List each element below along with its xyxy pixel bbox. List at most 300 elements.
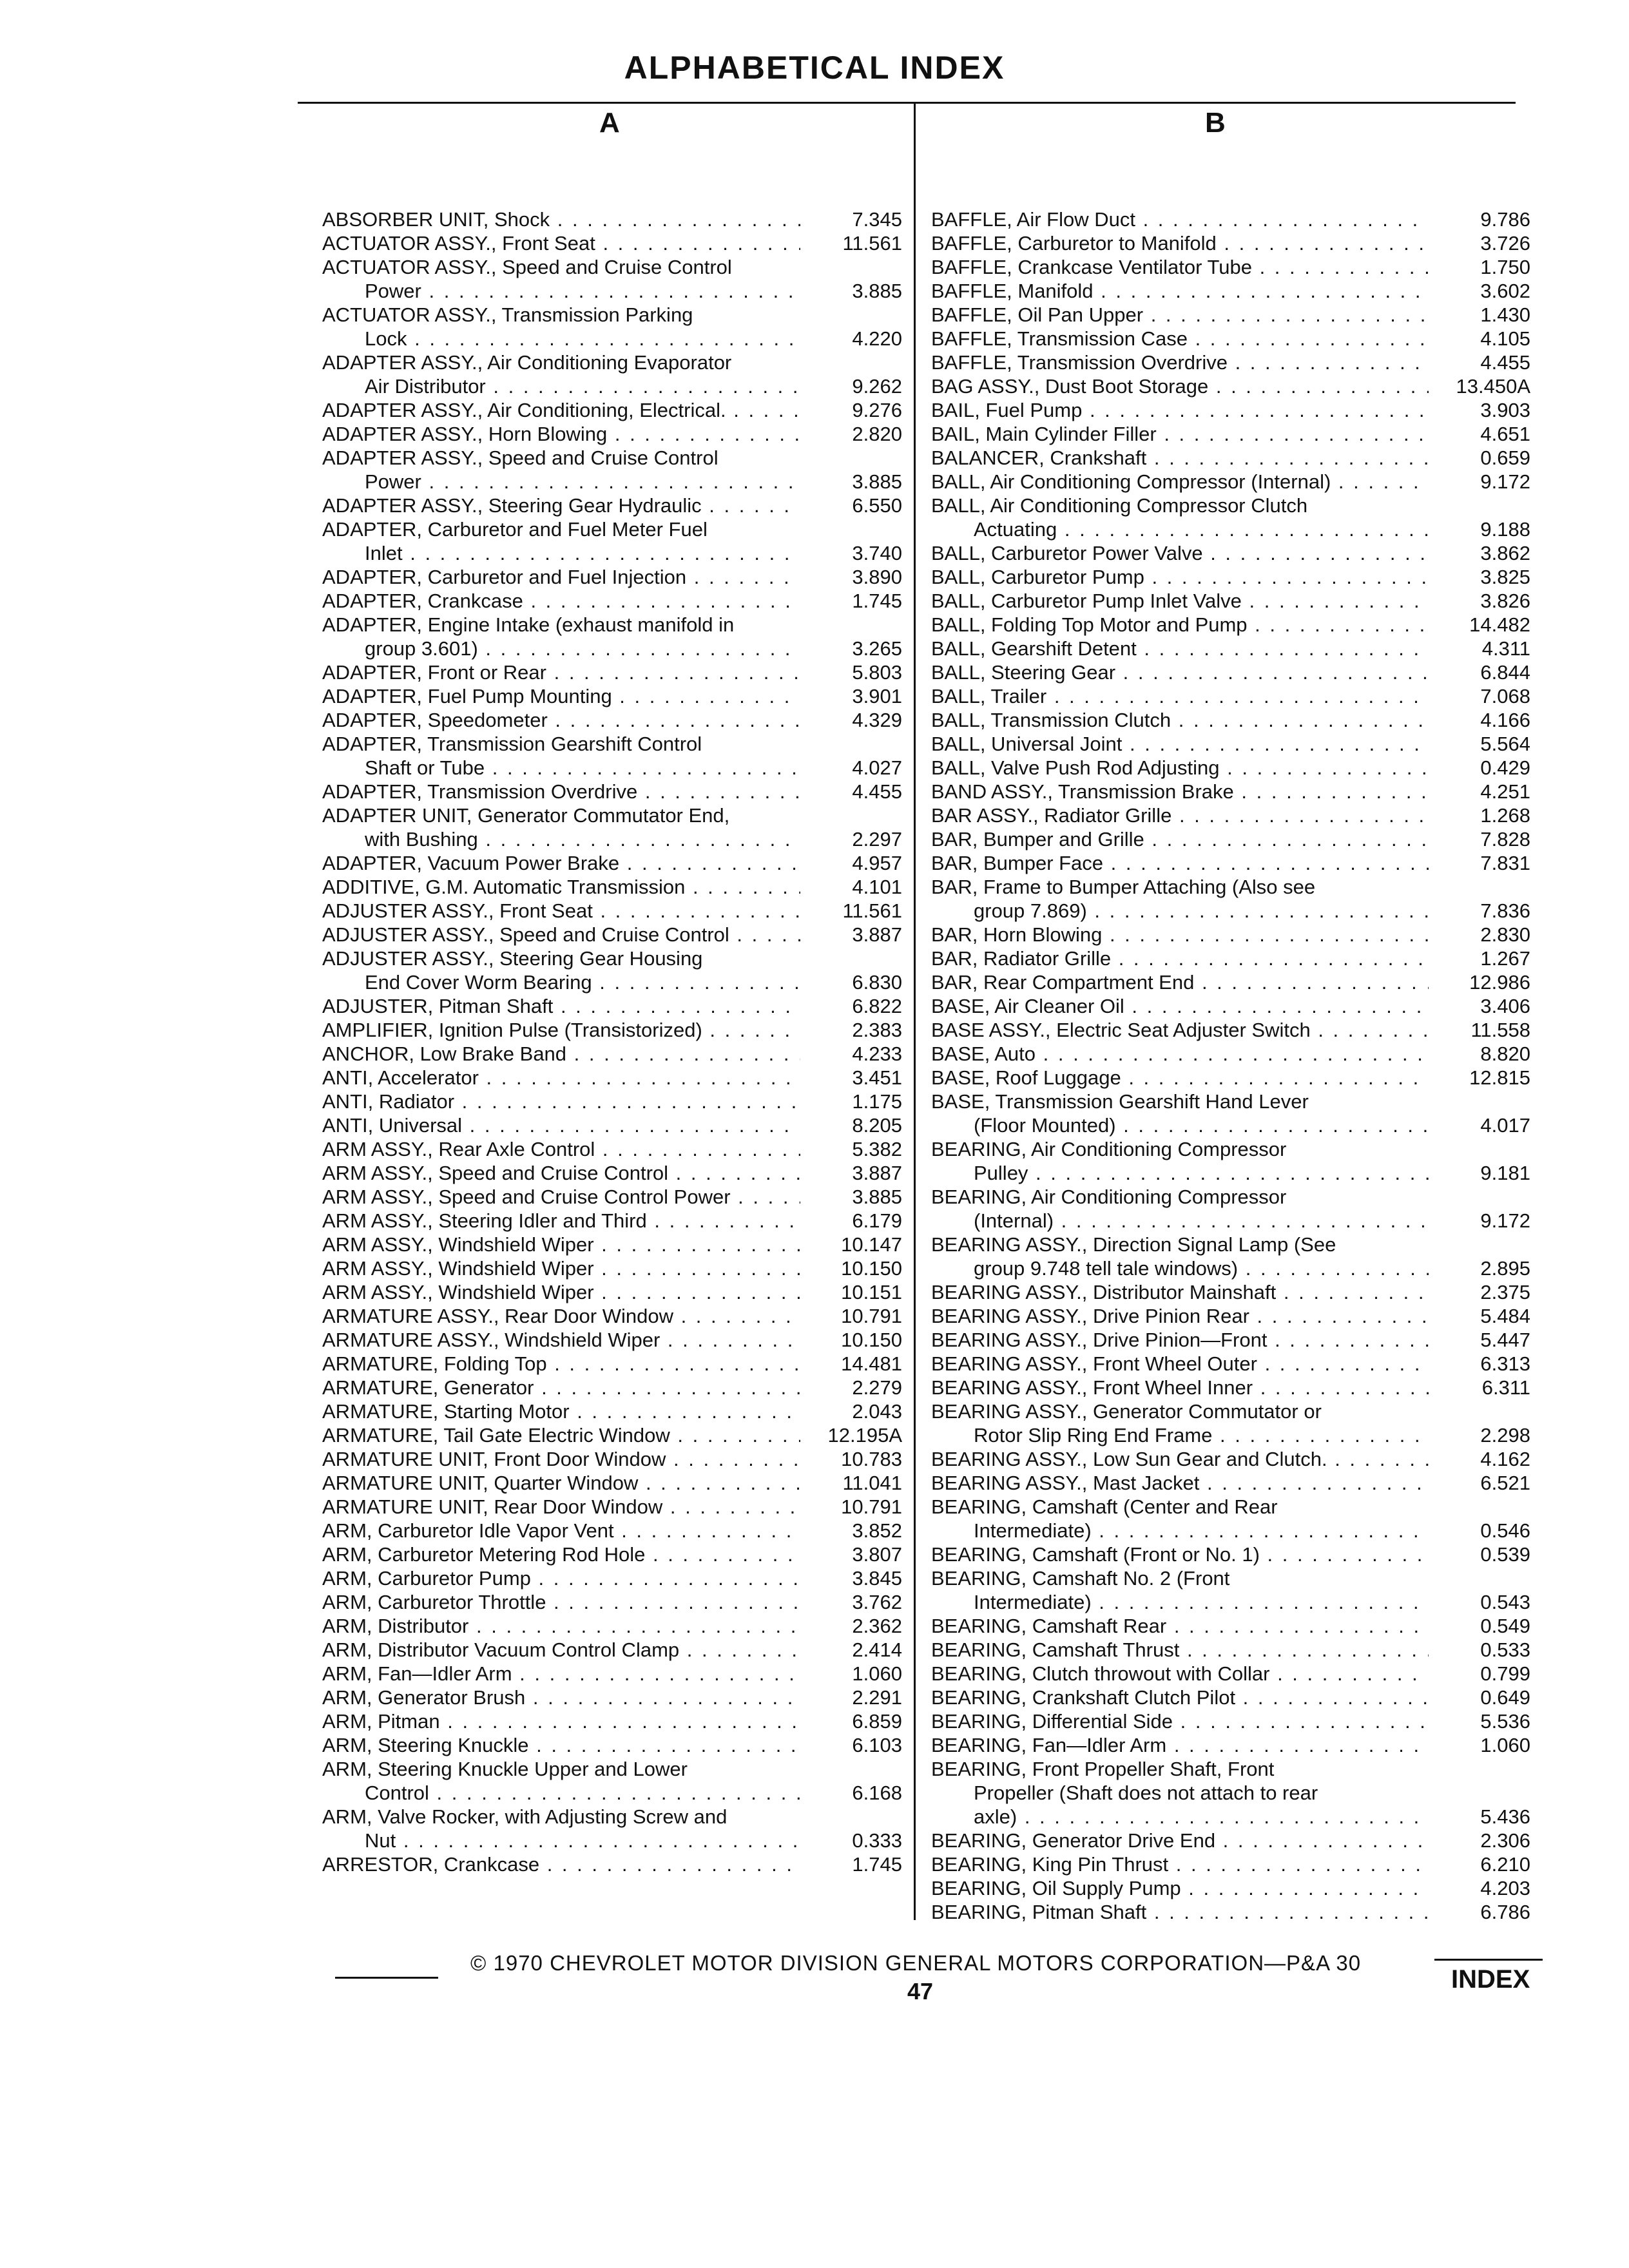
index-entry-page: 0.333 bbox=[852, 1829, 902, 1852]
index-entry-page: 0.659 bbox=[1480, 447, 1530, 469]
index-entry-page: 9.786 bbox=[1480, 208, 1530, 231]
index-entry bbox=[322, 589, 902, 613]
index-entry-text: ADAPTER, Transmission Overdrive . . . bbox=[322, 780, 800, 803]
index-entry bbox=[931, 994, 1530, 1018]
index-entry-heading: ARM, Steering Knuckle Upper and Lower bbox=[322, 1758, 688, 1780]
index-entry-text: BAIL, Main Cylinder Filler . . . bbox=[931, 422, 1429, 446]
index-entry-page: 5.382 bbox=[852, 1138, 902, 1160]
index-entry-page: 2.414 bbox=[852, 1639, 902, 1661]
index-entry bbox=[931, 565, 1530, 589]
index-entry bbox=[322, 1757, 902, 1805]
index-entry bbox=[322, 446, 902, 494]
index-entry-page: 4.101 bbox=[852, 876, 902, 898]
index-entry bbox=[322, 517, 902, 565]
index-entry-page: 3.885 bbox=[852, 1186, 902, 1208]
index-entry-text: ARM, Carburetor Throttle . . . bbox=[322, 1590, 800, 1614]
index-entry-text: BEARING, King Pin Thrust . . . bbox=[931, 1852, 1429, 1876]
index-entry-text: BALL, Transmission Clutch . . . bbox=[931, 708, 1429, 732]
index-entry bbox=[931, 1042, 1530, 1066]
index-entry-text: ARM, Pitman . . . bbox=[322, 1709, 800, 1733]
index-entry-heading: BALL, Air Conditioning Compressor Clutch bbox=[931, 494, 1308, 517]
index-entry bbox=[322, 1852, 902, 1876]
index-entry bbox=[931, 589, 1530, 613]
index-entry-text: BAFFLE, Manifold . . . bbox=[931, 279, 1429, 303]
index-entry-text: ARRESTOR, Crankcase . . . bbox=[322, 1852, 800, 1876]
index-entry bbox=[931, 875, 1530, 923]
index-entry-text bbox=[322, 613, 800, 660]
index-entry-heading: ADAPTER, Carburetor and Fuel Meter Fuel bbox=[322, 518, 708, 541]
index-entry-text: BEARING ASSY., Front Wheel Inner . . . bbox=[931, 1376, 1429, 1399]
index-entry-text: ARMATURE ASSY., Rear Door Window . . . bbox=[322, 1304, 800, 1328]
index-entry-heading: BEARING, Air Conditioning Compressor bbox=[931, 1138, 1287, 1160]
index-entry-text: BALL, Carburetor Power Valve . . . bbox=[931, 541, 1429, 565]
index-entry bbox=[322, 1256, 902, 1280]
index-entry-continuation: Rotor Slip Ring End Frame . . . bbox=[931, 1423, 1429, 1447]
index-entry bbox=[931, 1566, 1530, 1614]
index-entry-continuation: Actuating . . . bbox=[931, 517, 1429, 541]
index-entry-text: BAFFLE, Carburetor to Manifold . . . bbox=[931, 231, 1429, 255]
index-entry-page: 2.297 bbox=[852, 828, 902, 850]
index-entry-page: 4.220 bbox=[852, 327, 902, 350]
index-entry bbox=[931, 1090, 1530, 1137]
index-entry-heading: ADJUSTER ASSY., Steering Gear Housing bbox=[322, 947, 703, 970]
index-entry-continuation: Propeller (Shaft does not attach to rear bbox=[974, 1782, 1318, 1804]
index-entry bbox=[322, 1590, 902, 1614]
index-entry-page: 5.484 bbox=[1480, 1305, 1530, 1327]
index-entry-page: 6.168 bbox=[852, 1782, 902, 1804]
index-entry-page: 4.251 bbox=[1480, 780, 1530, 803]
index-entry-text: BAIL, Fuel Pump . . . bbox=[931, 398, 1429, 422]
index-entry-text: BAG ASSY., Dust Boot Storage . . . bbox=[931, 374, 1429, 398]
index-entry-text: BASE, Air Cleaner Oil . . . bbox=[931, 994, 1429, 1018]
index-entry-text bbox=[931, 875, 1429, 923]
index-entry-text: BASE, Roof Luggage . . . bbox=[931, 1066, 1429, 1090]
index-entry-page: 10.783 bbox=[841, 1448, 902, 1470]
index-entry-text: BALL, Universal Joint . . . bbox=[931, 732, 1429, 756]
index-entry-page: 1.745 bbox=[852, 1853, 902, 1876]
index-entry-page: 5.447 bbox=[1480, 1329, 1530, 1351]
index-entry-text: ARMATURE, Folding Top . . . bbox=[322, 1352, 800, 1376]
index-entry bbox=[931, 732, 1530, 756]
index-entry bbox=[931, 1471, 1530, 1495]
index-entry-text: ANTI, Universal . . . bbox=[322, 1113, 800, 1137]
index-entry-text: BAFFLE, Air Flow Duct . . . bbox=[931, 207, 1429, 231]
index-column-b bbox=[931, 207, 1530, 1924]
index-entry-page: 1.268 bbox=[1480, 804, 1530, 827]
index-entry-text: BAND ASSY., Transmission Brake . . . bbox=[931, 780, 1429, 803]
index-entry bbox=[931, 327, 1530, 351]
index-entry-page: 1.745 bbox=[852, 590, 902, 612]
index-entry-continuation: Air Distributor . . . bbox=[322, 374, 800, 398]
index-entry-text: ARM, Carburetor Idle Vapor Vent . . . bbox=[322, 1519, 800, 1542]
index-entry-page: 10.151 bbox=[841, 1281, 902, 1303]
index-entry-heading: ACTUATOR ASSY., Speed and Cruise Control bbox=[322, 256, 732, 278]
index-entry-page: 10.791 bbox=[841, 1305, 902, 1327]
index-entry bbox=[931, 446, 1530, 470]
index-entry-text: ARM ASSY., Speed and Cruise Control Power . . . bbox=[322, 1185, 800, 1209]
index-entry bbox=[322, 231, 902, 255]
column-divider bbox=[914, 103, 916, 1920]
index-entry-text: ANTI, Radiator . . . bbox=[322, 1090, 800, 1113]
index-entry bbox=[322, 1519, 902, 1542]
index-entry-text: ADJUSTER, Pitman Shaft . . . bbox=[322, 994, 800, 1018]
index-entry-text: BALL, Trailer . . . bbox=[931, 684, 1429, 708]
index-entry-text: BEARING, Pitman Shaft . . . bbox=[931, 1900, 1429, 1924]
index-entry bbox=[322, 1209, 902, 1233]
index-entry-text: BEARING, Fan—Idler Arm . . . bbox=[931, 1733, 1429, 1757]
index-entry-page: 0.533 bbox=[1480, 1639, 1530, 1661]
index-entry-page: 2.895 bbox=[1480, 1257, 1530, 1280]
section-letter-a: A bbox=[599, 107, 620, 139]
index-entry bbox=[322, 1733, 902, 1757]
index-entry bbox=[322, 899, 902, 923]
index-entry bbox=[931, 851, 1530, 875]
index-entry bbox=[931, 470, 1530, 494]
index-entry-page: 3.726 bbox=[1480, 232, 1530, 255]
index-entry-page: 6.830 bbox=[852, 971, 902, 994]
index-entry-text: BALANCER, Crankshaft . . . bbox=[931, 446, 1429, 470]
page-title: ALPHABETICAL INDEX bbox=[624, 50, 1005, 86]
index-entry-page: 4.017 bbox=[1480, 1114, 1530, 1137]
index-entry-continuation: End Cover Worm Bearing . . . bbox=[322, 970, 800, 994]
index-entry-page: 6.550 bbox=[852, 494, 902, 517]
index-entry-text: ARM, Fan—Idler Arm . . . bbox=[322, 1662, 800, 1686]
index-entry-text: BEARING, Crankshaft Clutch Pilot . . . bbox=[931, 1686, 1429, 1709]
index-entry-page: 1.060 bbox=[852, 1662, 902, 1685]
index-entry-text bbox=[931, 494, 1429, 541]
index-entry bbox=[322, 1566, 902, 1590]
index-entry-text: BAFFLE, Transmission Case . . . bbox=[931, 327, 1429, 351]
index-entry-text bbox=[322, 255, 800, 303]
index-entry-page: 6.521 bbox=[1480, 1472, 1530, 1494]
index-entry bbox=[322, 1376, 902, 1399]
index-entry bbox=[931, 255, 1530, 279]
index-entry-page: 9.262 bbox=[852, 375, 902, 398]
index-entry-page: 4.027 bbox=[852, 756, 902, 779]
index-entry bbox=[931, 1709, 1530, 1733]
index-entry-page: 11.558 bbox=[1470, 1019, 1530, 1041]
index-entry-page: 3.887 bbox=[852, 923, 902, 946]
index-entry-page: 12.195A bbox=[827, 1424, 902, 1446]
index-entry-page: 9.188 bbox=[1480, 518, 1530, 541]
index-entry bbox=[931, 970, 1530, 994]
index-entry-text: BEARING, Camshaft Thrust . . . bbox=[931, 1638, 1429, 1662]
index-entry-page: 0.539 bbox=[1480, 1543, 1530, 1566]
title-rule bbox=[298, 102, 1516, 104]
page-number: 47 bbox=[907, 1978, 934, 2004]
index-entry bbox=[322, 732, 902, 780]
index-entry-heading: ADAPTER ASSY., Speed and Cruise Control bbox=[322, 447, 718, 469]
index-entry bbox=[931, 303, 1530, 327]
index-entry-page: 1.750 bbox=[1480, 256, 1530, 278]
index-entry-page: 3.845 bbox=[852, 1567, 902, 1590]
index-entry-text: ADAPTER, Vacuum Power Brake . . . bbox=[322, 851, 800, 875]
index-entry-heading: BEARING, Camshaft No. 2 (Front bbox=[931, 1567, 1230, 1590]
index-entry bbox=[322, 1709, 902, 1733]
index-entry-page: 6.844 bbox=[1480, 661, 1530, 684]
index-entry-page: 3.826 bbox=[1480, 590, 1530, 612]
index-entry-text: BAR, Rear Compartment End . . . bbox=[931, 970, 1429, 994]
index-entry-page: 0.429 bbox=[1480, 756, 1530, 779]
index-entry-text bbox=[931, 1495, 1429, 1542]
index-entry-text: ADAPTER ASSY., Steering Gear Hydraulic . . . bbox=[322, 494, 800, 517]
index-entry bbox=[931, 1399, 1530, 1447]
index-entry-text bbox=[322, 947, 800, 994]
index-entry bbox=[322, 1304, 902, 1328]
index-entry-heading: BAR, Frame to Bumper Attaching (Also see bbox=[931, 876, 1316, 898]
index-entry-page: 3.406 bbox=[1480, 995, 1530, 1017]
index-entry-continuation: Pulley . . . bbox=[931, 1161, 1429, 1185]
index-entry bbox=[931, 398, 1530, 422]
index-entry-page: 7.831 bbox=[1480, 852, 1530, 874]
index-entry-text: BEARING, Differential Side . . . bbox=[931, 1709, 1429, 1733]
index-entry-text: BEARING ASSY., Front Wheel Outer . . . bbox=[931, 1352, 1429, 1376]
index-entry-page: 10.150 bbox=[841, 1329, 902, 1351]
index-entry bbox=[931, 374, 1530, 398]
index-entry-page: 1.267 bbox=[1480, 947, 1530, 970]
index-entry-page: 11.561 bbox=[842, 232, 902, 255]
index-entry-page: 5.564 bbox=[1480, 733, 1530, 755]
index-entry-page: 4.651 bbox=[1480, 423, 1530, 445]
index-entry bbox=[322, 1423, 902, 1447]
index-entry-text bbox=[322, 732, 800, 780]
index-entry bbox=[931, 1280, 1530, 1304]
index-entry bbox=[322, 1137, 902, 1161]
index-entry-page: 5.536 bbox=[1480, 1710, 1530, 1733]
index-entry bbox=[931, 1876, 1530, 1900]
index-entry-page: 2.279 bbox=[852, 1376, 902, 1399]
index-entry bbox=[322, 613, 902, 660]
index-entry-text bbox=[931, 1757, 1429, 1829]
index-entry-text: ACTUATOR ASSY., Front Seat . . . bbox=[322, 231, 800, 255]
index-entry-page: 3.825 bbox=[1480, 566, 1530, 588]
index-entry bbox=[322, 303, 902, 351]
index-entry-page: 6.179 bbox=[852, 1209, 902, 1232]
index-entry-page: 2.830 bbox=[1480, 923, 1530, 946]
index-entry bbox=[931, 231, 1530, 255]
index-entry-page: 4.329 bbox=[852, 709, 902, 731]
index-entry-text: ARMATURE UNIT, Rear Door Window . . . bbox=[322, 1495, 800, 1519]
index-entry bbox=[322, 494, 902, 517]
index-entry bbox=[931, 684, 1530, 708]
index-entry bbox=[322, 422, 902, 446]
index-entry-continuation: (Floor Mounted) . . . bbox=[931, 1113, 1429, 1137]
index-entry bbox=[322, 994, 902, 1018]
index-entry bbox=[931, 1233, 1530, 1280]
footer-rule-left bbox=[335, 1977, 438, 1979]
index-entry bbox=[931, 351, 1530, 374]
index-entry-page: 11.561 bbox=[842, 899, 902, 922]
index-entry bbox=[322, 1495, 902, 1519]
index-entry bbox=[931, 1686, 1530, 1709]
index-entry-continuation: Power . . . bbox=[322, 279, 800, 303]
index-entry-text: ARM ASSY., Windshield Wiper . . . bbox=[322, 1233, 800, 1256]
index-entry-text: BEARING ASSY., Low Sun Gear and Clutch. . . . bbox=[931, 1447, 1429, 1471]
index-entry bbox=[322, 1805, 902, 1852]
index-entry bbox=[322, 1328, 902, 1352]
index-entry-text: BEARING, Camshaft Rear . . . bbox=[931, 1614, 1429, 1638]
index-entry bbox=[931, 947, 1530, 970]
index-entry bbox=[322, 1233, 902, 1256]
index-entry-page: 7.836 bbox=[1480, 899, 1530, 922]
index-entry bbox=[322, 1185, 902, 1209]
index-entry bbox=[322, 207, 902, 231]
index-entry bbox=[322, 1161, 902, 1185]
index-entry bbox=[322, 851, 902, 875]
index-entry-page: 5.803 bbox=[852, 661, 902, 684]
index-entry-heading: BEARING, Camshaft (Center and Rear bbox=[931, 1495, 1278, 1518]
index-entry bbox=[931, 1614, 1530, 1638]
index-entry-page: 6.822 bbox=[852, 995, 902, 1017]
index-entry-continuation: Control . . . bbox=[322, 1781, 800, 1805]
index-entry-text: BALL, Steering Gear . . . bbox=[931, 660, 1429, 684]
index-entry-page: 2.306 bbox=[1480, 1829, 1530, 1852]
index-entry-page: 0.543 bbox=[1480, 1591, 1530, 1613]
index-entry-page: 9.172 bbox=[1480, 470, 1530, 493]
index-entry bbox=[931, 1376, 1530, 1399]
index-entry-text: BALL, Air Conditioning Compressor (Internal) . . . bbox=[931, 470, 1429, 494]
index-entry-page: 3.265 bbox=[852, 637, 902, 660]
index-entry-page: 3.807 bbox=[852, 1543, 902, 1566]
index-entry-page: 0.649 bbox=[1480, 1686, 1530, 1709]
index-entry bbox=[931, 1185, 1530, 1233]
index-entry-text: ARM ASSY., Windshield Wiper . . . bbox=[322, 1256, 800, 1280]
index-entry-text: ADJUSTER ASSY., Front Seat . . . bbox=[322, 899, 800, 923]
index-entry-text: BALL, Valve Push Rod Adjusting . . . bbox=[931, 756, 1429, 780]
index-entry-text bbox=[322, 803, 800, 851]
index-entry-text bbox=[931, 1233, 1429, 1280]
index-entry bbox=[322, 1066, 902, 1090]
index-entry-continuation: Intermediate) . . . bbox=[931, 1519, 1429, 1542]
index-entry bbox=[322, 1686, 902, 1709]
index-entry bbox=[322, 1113, 902, 1137]
index-entry bbox=[931, 1018, 1530, 1042]
index-entry bbox=[322, 1280, 902, 1304]
index-entry-text bbox=[322, 303, 800, 351]
index-entry-page: 3.451 bbox=[852, 1066, 902, 1089]
index-entry-heading: BASE, Transmission Gearshift Hand Lever bbox=[931, 1090, 1309, 1113]
index-entry-page: 14.482 bbox=[1469, 613, 1530, 636]
index-entry bbox=[322, 1042, 902, 1066]
index-entry bbox=[322, 780, 902, 803]
index-entry bbox=[931, 1638, 1530, 1662]
index-entry-text: BAR, Horn Blowing . . . bbox=[931, 923, 1429, 947]
index-entry bbox=[931, 1542, 1530, 1566]
index-entry bbox=[931, 1733, 1530, 1757]
index-entry-text: ARMATURE, Starting Motor . . . bbox=[322, 1399, 800, 1423]
index-entry-page: 11.041 bbox=[842, 1472, 902, 1494]
index-entry-continuation: group 7.869) . . . bbox=[931, 899, 1429, 923]
index-entry-page: 2.820 bbox=[852, 423, 902, 445]
index-entry-text: ARM, Steering Knuckle . . . bbox=[322, 1733, 800, 1757]
index-entry-page: 0.799 bbox=[1480, 1662, 1530, 1685]
index-entry-page: 12.815 bbox=[1469, 1066, 1530, 1089]
index-entry-page: 4.162 bbox=[1480, 1448, 1530, 1470]
index-entry-text bbox=[322, 1805, 800, 1852]
index-entry-text: ARM, Distributor . . . bbox=[322, 1614, 800, 1638]
index-entry-text: BAFFLE, Transmission Overdrive . . . bbox=[931, 351, 1429, 374]
index-entry-page: 2.043 bbox=[852, 1400, 902, 1423]
index-entry-text bbox=[931, 1185, 1429, 1233]
index-entry-page: 2.383 bbox=[852, 1019, 902, 1041]
index-entry bbox=[322, 1352, 902, 1376]
index-entry bbox=[931, 207, 1530, 231]
index-entry-text: ADAPTER, Fuel Pump Mounting . . . bbox=[322, 684, 800, 708]
index-entry-page: 8.820 bbox=[1480, 1043, 1530, 1065]
index-entry bbox=[322, 565, 902, 589]
index-entry-page: 1.175 bbox=[852, 1090, 902, 1113]
index-entry-page: 9.181 bbox=[1480, 1162, 1530, 1184]
index-entry bbox=[322, 1399, 902, 1423]
index-entry-page: 4.166 bbox=[1480, 709, 1530, 731]
index-entry-page: 0.546 bbox=[1480, 1519, 1530, 1542]
index-entry-text bbox=[931, 1399, 1429, 1447]
index-entry-continuation: Nut . . . bbox=[322, 1829, 800, 1852]
index-entry bbox=[931, 1757, 1530, 1829]
index-entry-text bbox=[322, 517, 800, 565]
index-entry bbox=[931, 1852, 1530, 1876]
index-entry-page: 7.068 bbox=[1480, 685, 1530, 707]
index-entry-text: ADDITIVE, G.M. Automatic Transmission . . . bbox=[322, 875, 800, 899]
index-entry-text bbox=[931, 1137, 1429, 1185]
index-entry-text bbox=[322, 351, 800, 398]
index-entry-page: 7.828 bbox=[1480, 828, 1530, 850]
index-entry-page: 3.740 bbox=[852, 542, 902, 564]
index-entry-text bbox=[322, 1757, 800, 1805]
index-entry bbox=[931, 1900, 1530, 1924]
index-entry-text bbox=[931, 1566, 1429, 1614]
index-entry-text: ANCHOR, Low Brake Band . . . bbox=[322, 1042, 800, 1066]
index-entry-heading: BEARING, Air Conditioning Compressor bbox=[931, 1186, 1287, 1208]
index-entry bbox=[322, 1471, 902, 1495]
index-entry-text: ARMATURE ASSY., Windshield Wiper . . . bbox=[322, 1328, 800, 1352]
index-entry-text: BASE ASSY., Electric Seat Adjuster Switch . . . bbox=[931, 1018, 1429, 1042]
index-entry-text: ARMATURE UNIT, Quarter Window . . . bbox=[322, 1471, 800, 1495]
index-entry bbox=[322, 684, 902, 708]
index-entry-page: 3.887 bbox=[852, 1162, 902, 1184]
index-entry-page: 6.859 bbox=[852, 1710, 902, 1733]
index-entry-text: ARMATURE, Generator . . . bbox=[322, 1376, 800, 1399]
index-entry-text: ARM, Distributor Vacuum Control Clamp . . . bbox=[322, 1638, 800, 1662]
index-entry-continuation: Lock . . . bbox=[322, 327, 800, 351]
index-entry bbox=[931, 803, 1530, 827]
index-entry-text: ABSORBER UNIT, Shock . . . bbox=[322, 207, 800, 231]
index-entry-text: ADAPTER ASSY., Air Conditioning, Electrical. . . . bbox=[322, 398, 800, 422]
index-entry-page: 8.205 bbox=[852, 1114, 902, 1137]
index-entry-text: BEARING ASSY., Mast Jacket . . . bbox=[931, 1471, 1429, 1495]
index-entry-text bbox=[931, 1090, 1429, 1137]
index-entry-text: AMPLIFIER, Ignition Pulse (Transistorized) . . . bbox=[322, 1018, 800, 1042]
index-entry-continuation: group 9.748 tell tale windows) . . . bbox=[931, 1256, 1429, 1280]
index-entry-text bbox=[322, 446, 800, 494]
index-entry bbox=[931, 1447, 1530, 1471]
index-entry-text: BEARING, Oil Supply Pump . . . bbox=[931, 1876, 1429, 1900]
index-entry-page: 5.436 bbox=[1480, 1805, 1530, 1828]
index-entry-page: 14.481 bbox=[841, 1352, 902, 1375]
footer-rule-right bbox=[1434, 1959, 1543, 1961]
index-entry-page: 4.455 bbox=[852, 780, 902, 803]
index-entry-continuation: with Bushing . . . bbox=[322, 827, 800, 851]
index-entry-page: 4.105 bbox=[1480, 327, 1530, 350]
index-entry-page: 3.602 bbox=[1480, 280, 1530, 302]
index-entry-text: ARM ASSY., Rear Axle Control . . . bbox=[322, 1137, 800, 1161]
index-entry-page: 9.172 bbox=[1480, 1209, 1530, 1232]
index-entry-page: 10.791 bbox=[841, 1495, 902, 1518]
index-entry-page: 13.450A bbox=[1456, 375, 1530, 398]
index-entry-page: 3.852 bbox=[852, 1519, 902, 1542]
index-entry-page: 3.762 bbox=[852, 1591, 902, 1613]
index-entry-page: 3.903 bbox=[1480, 399, 1530, 421]
